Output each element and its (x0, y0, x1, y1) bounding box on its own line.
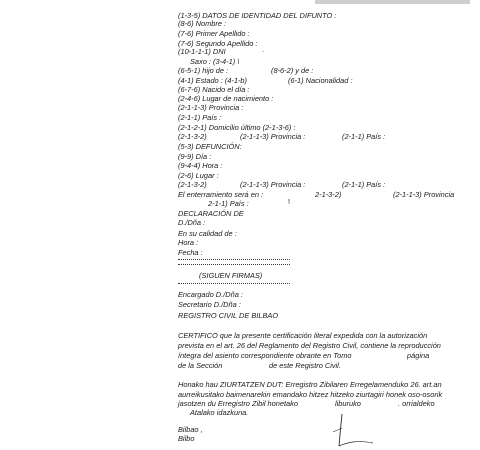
field-enterramiento-codigo: 2-1-3-2) (315, 190, 342, 199)
field-domicilio-pais: (2-1-1) País : (342, 132, 386, 141)
field-calidad: En su calidad de : (178, 229, 237, 238)
field-primer-apellido: (7-6) Primer Apellido : (178, 29, 250, 38)
euskera-linea-4: Atalako idazkuna. (190, 408, 249, 417)
certificado-linea-3: íntegra del asiento correspondiente obrante en Tomo (178, 351, 352, 360)
field-segundo-apellido: (7-6) Segundo Apellido : (178, 39, 258, 48)
field-dona: D./Dña : (178, 218, 206, 227)
field-domicilio: (2-1-2-1) Domicilio último (2-1-3-6) : (178, 123, 296, 132)
certificado-linea-4: de la Sección (178, 361, 223, 370)
euskera-orrialdeko: . orrialdeko (398, 399, 435, 408)
siguen-firmas: (SIGUEN FIRMAS) (199, 271, 263, 280)
certificado-linea-2: prevista en el art. 26 del Reglamento del Registro Civil, contiene la reproducción (178, 341, 441, 350)
certificado-registro: de este Registro Civil. (269, 361, 341, 370)
field-y-de: (8-6-2) y de : (271, 66, 314, 75)
divider-dotted (178, 259, 290, 260)
field-domicilio-codigo: (2-1-3-2) (178, 132, 207, 141)
registro-civil-title: REGISTRO CIVIL DE BILBAO (178, 311, 279, 320)
field-dni: (10-1-1-1) DNI (178, 47, 226, 56)
field-estado: (4-1) Estado : (4-1-b) (178, 76, 248, 85)
handwritten-signature-icon (318, 410, 398, 450)
ink-mark: . (262, 45, 265, 54)
section-datos-identidad: (1-3-5) DATOS DE IDENTIDAD DEL DIFUNTO : (178, 11, 337, 20)
field-sexo: Saxo : (3-4-1) \ (190, 57, 240, 66)
field-enterramiento: El enterramiento será en : (178, 190, 264, 199)
field-declaracion-hora: Hora : (178, 238, 199, 247)
euskera-linea-2: aurreikusitako baimenarekin emandako hitzez hitzeko ziurtagiri honek oso-osorik (178, 390, 443, 399)
field-provincia: (2-1-1-3) Provincia : (178, 103, 244, 112)
field-declaracion-fecha: Fecha : (178, 248, 203, 257)
field-enterramiento-pais: 2-1-1) País : (208, 199, 249, 208)
section-declaracion: DECLARACIÓN DE (178, 209, 244, 218)
field-pais: (2-1-1) País : (178, 113, 222, 122)
field-nombre: (8-6) Nombre : (178, 19, 227, 28)
field-lugar: (2-6) Lugar : (178, 171, 219, 180)
divider-dotted (178, 283, 290, 284)
euskera-linea-3: jasotzen du Erregistro Zibil honetako (178, 399, 298, 408)
field-nacionalidad: (6-1) Nacionalidad : (288, 76, 353, 85)
ink-mark: ! (288, 197, 291, 206)
field-encargado: Encargado D./Dña : (178, 290, 243, 299)
field-domicilio-provincia: (2-1-1-3) Provincia : (240, 132, 306, 141)
field-lugar-nacimiento: (2-4-6) Lugar de nacimiento : (178, 94, 274, 103)
field-hora: (9-4-4) Hora : (178, 161, 223, 170)
field-nacido: (6-7-6) Nacido el día : (178, 85, 250, 94)
section-defuncion: (5-3) DEFUNCIÓN: (178, 142, 242, 151)
certificado-linea-1: CERTIFICO que la presente certificación literal expedida con la autorización (178, 331, 428, 340)
firma-ciudad-bilbo: Bilbo (178, 434, 195, 443)
field-hijo-de: (6-5-1) hijo de : (178, 66, 229, 75)
divider-dotted (178, 264, 290, 265)
scan-shadow-top (315, 0, 470, 4)
field-lugar-provincia: (2-1-1-3) Provincia : (240, 180, 306, 189)
euskera-linea-1: Honako hau ZIURTATZEN DUT: Erregistro Zibilaren Erregelamenduko 26. art.an (178, 380, 442, 389)
firma-ciudad-bilbao: Bilbao , (178, 425, 203, 434)
field-secretario: Secretario D./Dña : (178, 300, 241, 309)
field-lugar-pais: (2-1-1) País : (342, 180, 386, 189)
certificado-pagina: página (407, 351, 430, 360)
field-enterramiento-provincia: (2-1-1-3) Provincia (393, 190, 455, 199)
field-lugar-codigo: (2-1-3-2) (178, 180, 207, 189)
field-dia: (9-9) Día : (178, 152, 212, 161)
euskera-liburuko: liburuko (335, 399, 361, 408)
